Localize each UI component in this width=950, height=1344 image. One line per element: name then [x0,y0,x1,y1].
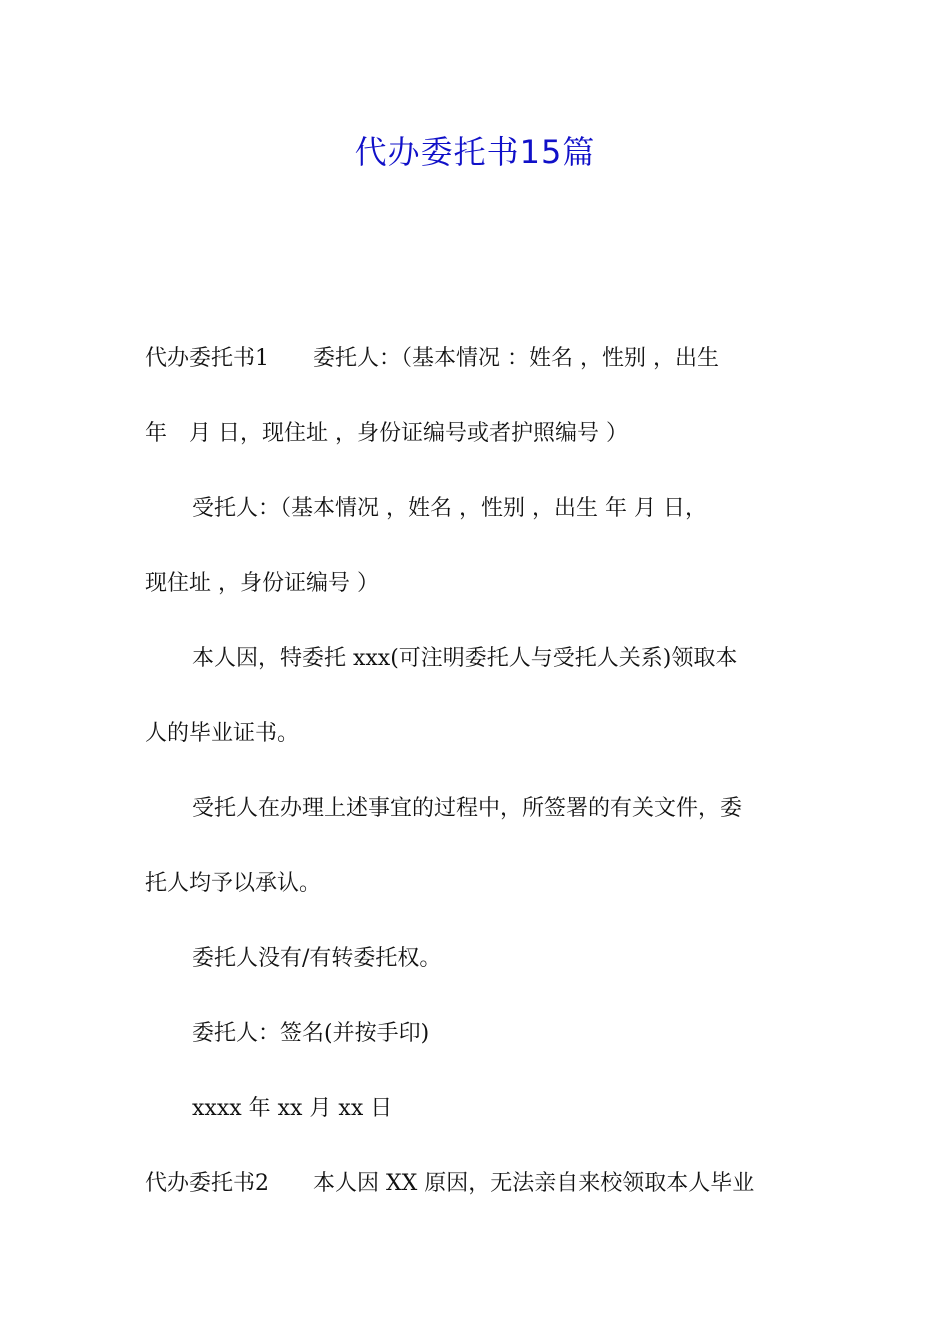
line-1: 代办委托书1 委托人：（基本情况 ：姓名 ，性别 ，出生 [145,346,719,371]
document-title: 代办委托书15篇 [354,133,596,171]
line-12: 代办委托书2 本人因 XX 原因，无法亲自来校领取本人毕业 [145,1171,755,1196]
line-6: 人的毕业证书。 [145,721,300,746]
line-9: 委托人没有/有转委托权。 [192,946,442,971]
line-8: 托人均予以承认。 [145,871,322,896]
line-5: 本人因，特委托 xxx(可注明委托人与受托人关系)领取本 [192,646,738,671]
line-11: xxxx 年 xx 月 xx 日 [192,1096,393,1121]
line-4: 现住址 ，身份证编号 ） [145,571,379,596]
line-7: 受托人在办理上述事宜的过程中，所签署的有关文件，委 [192,796,743,821]
line-10: 委托人：签名(并按手印) [192,1021,430,1046]
line-3: 受托人：（基本情况 ，姓名 ，性别 ，出生 年 月 日， [192,496,707,521]
line-2: 年 月 日，现住址 ，身份证编号或者护照编号 ） [145,421,628,446]
